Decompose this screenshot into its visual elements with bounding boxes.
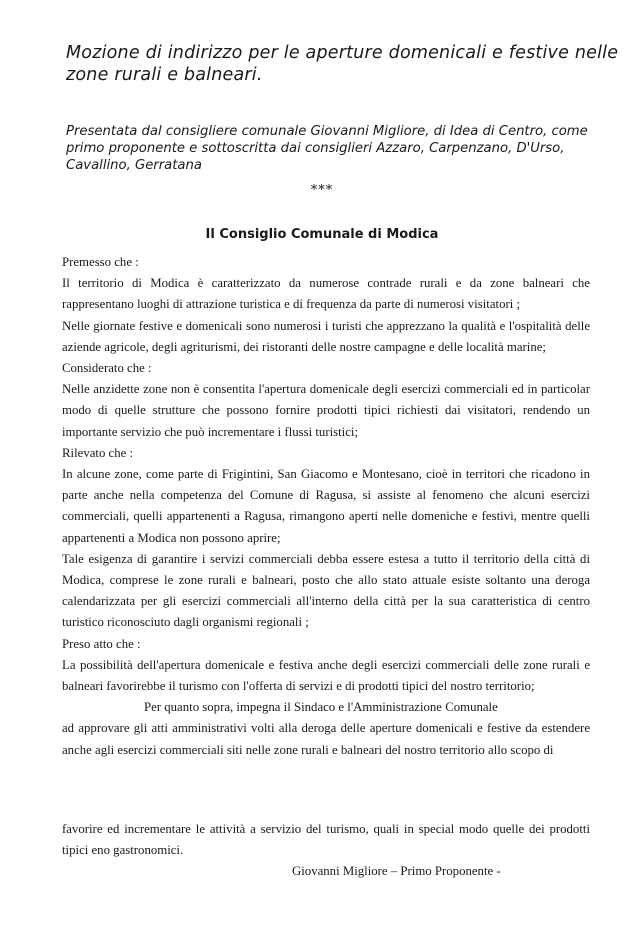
paragraph: Tale esigenza di garantire i servizi commerciali debba essere estesa a tutto il territorio della città di Modica, comprese le zone rurali e balneari, posto che allo stato attuale esiste soltanto una deroga calendarizzata per gli esercizi commerciali all'interno della città per la sua caratteristica di centro turistico riconosciuto dagli organismi regionali ; (62, 551, 590, 630)
council-heading: Il Consiglio Comunale di Modica (205, 227, 439, 242)
paragraph: ad approvare gli atti amministrativi volti alla deroga delle aperture domenicali e festive da estendere anche agli esercizi commerciali siti nelle zone rurali e balneari del nostro territorio allo scopo di (62, 721, 590, 757)
paragraph: In alcune zone, come parte di Frigintini, San Giacomo e Montesano, cioè in territori che ricadono in parte anche nella competenza del Comune di Ragusa, si assiste al fenomeno che alcuni esercizi commerciali, quelli appartenenti a Ragusa, rimangono aperti nelle domeniche e festivi, mentre quelli appartenenti a Modica non possono aprire; (62, 467, 590, 545)
paragraph-preso-atto-label: Preso atto che : (62, 636, 141, 651)
paragraph: La possibilità dell'apertura domenicale e festiva anche degli esercizi commerciali delle zone rurali e balneari favorirebbe il turismo con l'offerta di servizi e di prodotti tipici del nostro territorio; (62, 657, 590, 694)
section-separator: *** (310, 183, 334, 198)
document-title: Mozione di indirizzo per le aperture domenicali e festive nelle zone rurali e balneari. (66, 43, 619, 85)
paragraph-impegna: Per quanto sopra, impegna il Sindaco e l'Amministrazione Comunale (144, 700, 498, 715)
paragraph: favorire ed incrementare le attività a servizio del turismo, quali in special modo quelle dei prodotti tipici eno gastronomici. (62, 821, 590, 858)
paragraph: Nelle anzidette zone non è consentita l'apertura domenicale degli esercizi commerciali ed in particolar modo di quelle strutture che possono fornire prodotti tipici richiesti dai visitatori, rendendo un importante servizio che può incrementare i flussi turistici; (62, 382, 590, 439)
document-subtitle: Presentata dal consigliere comunale Giovanni Migliore, di Idea di Centro, come primo proponente e sottoscritta dai consiglieri Azzaro, Carpenzano, D'Urso, Cavallino, Gerratana (66, 124, 588, 173)
paragraph: Il territorio di Modica è caratterizzato da numerose contrade rurali e da zone balneari che rappresentano luoghi di attrazione turistica e di frequenza da parte di numerosi visitatori ; (62, 276, 590, 312)
paragraph: Nelle giornate festive e domenicali sono numerosi i turisti che apprezzano la qualità e l'ospitalità delle aziende agricole, degli agriturismi, dei ristoranti delle nostre campagne e delle località marine; (62, 318, 590, 354)
document-body (62, 252, 590, 882)
paragraph-premesso-label: Premesso che : (62, 255, 139, 269)
paragraph-considerato-label: Considerato che : (62, 361, 152, 376)
signature-line: Giovanni Migliore – Primo Proponente - (292, 864, 501, 879)
paragraph-rilevato-label: Rilevato che : (62, 445, 134, 460)
